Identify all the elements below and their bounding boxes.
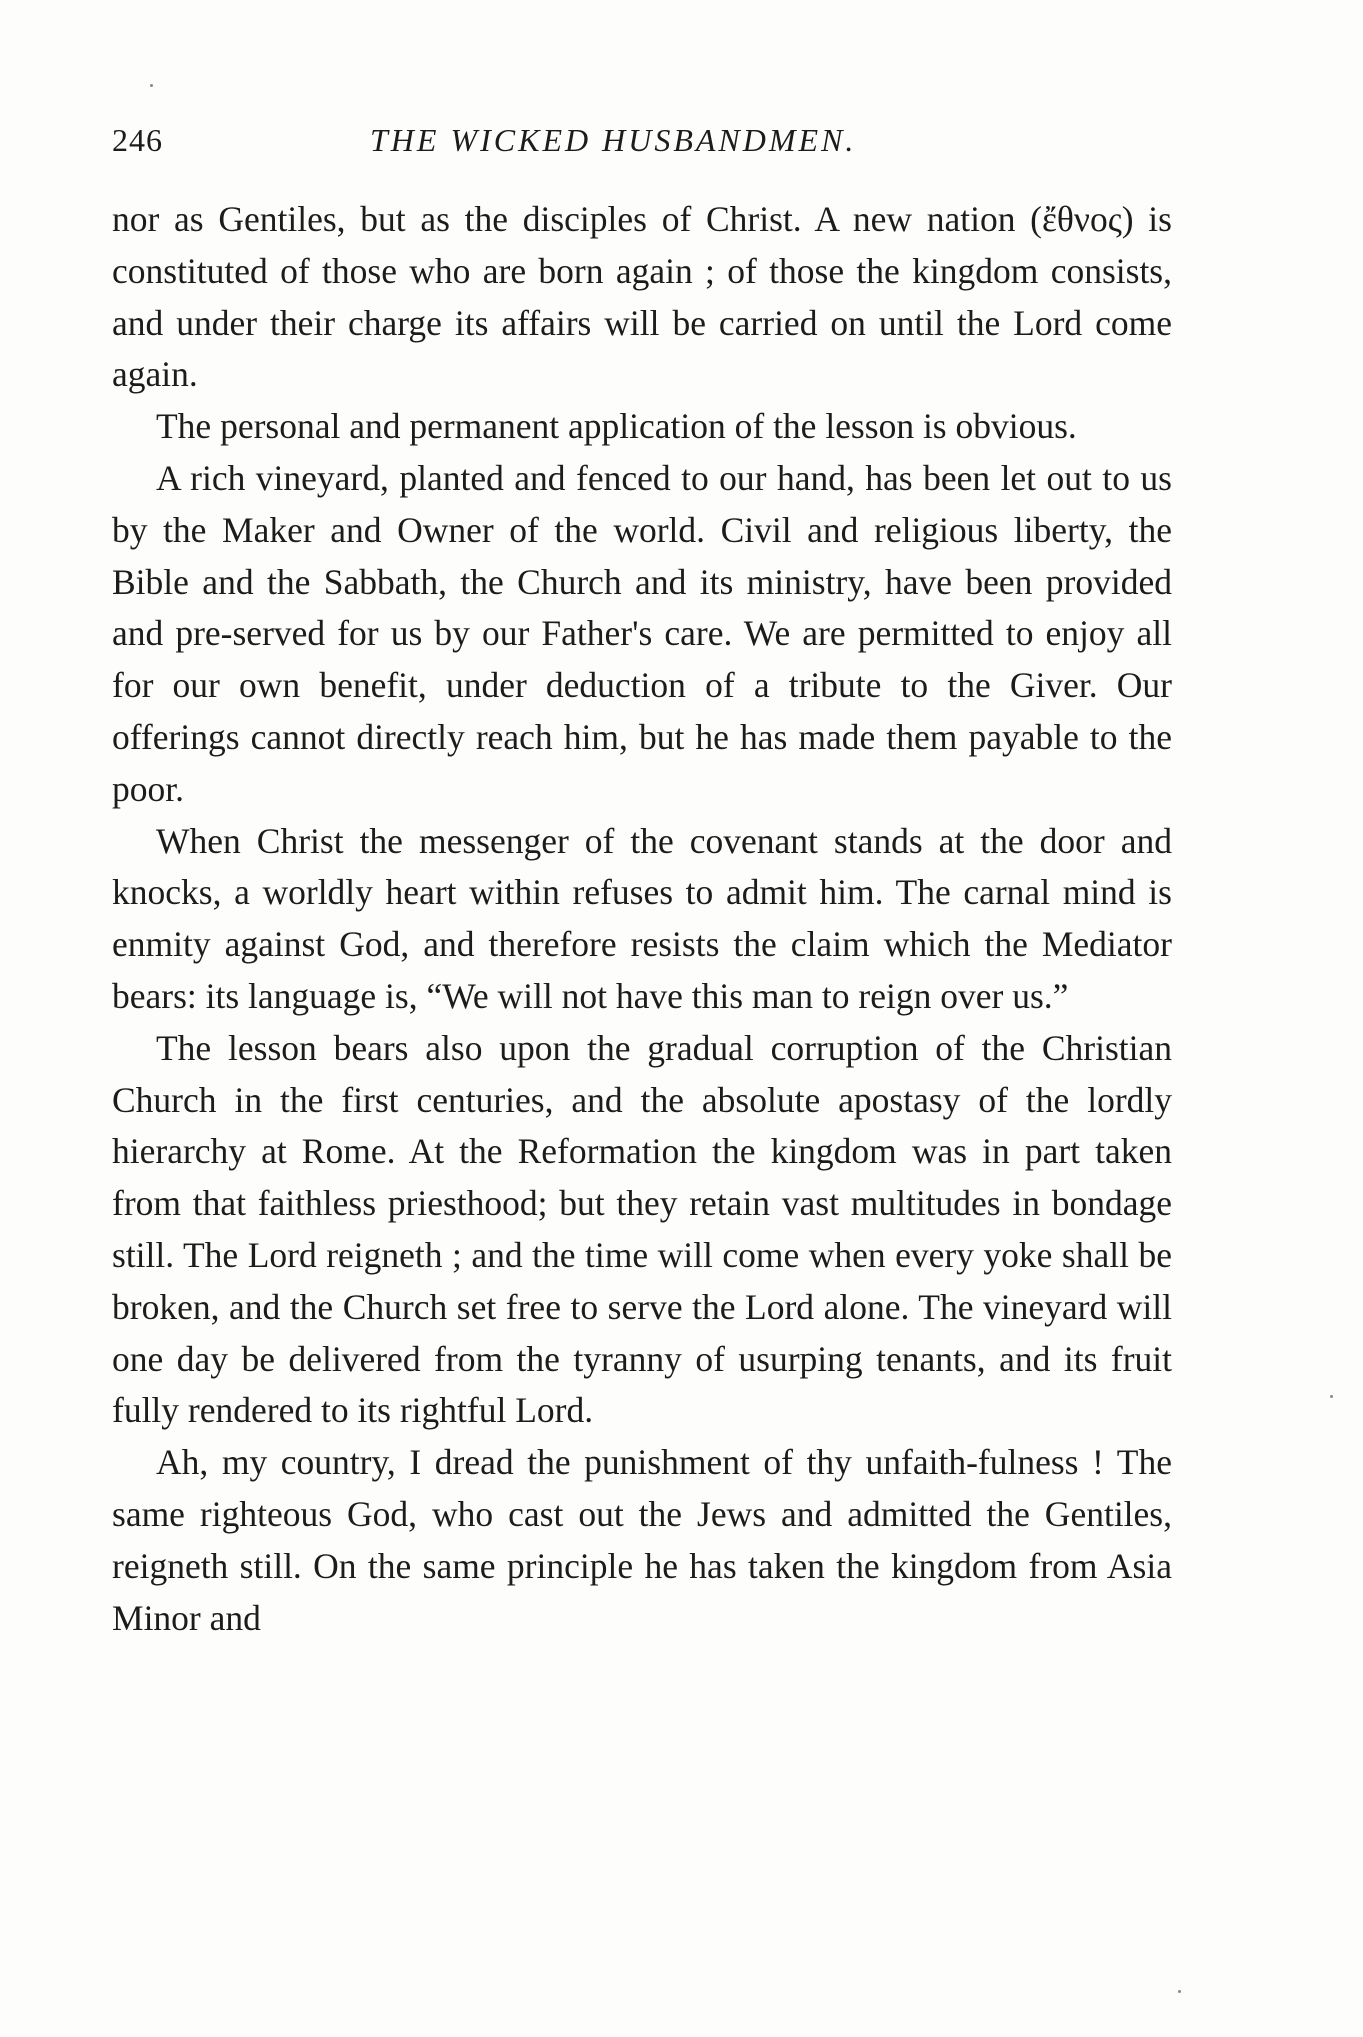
running-title: THE WICKED HUSBANDMEN.	[370, 122, 857, 158]
paper-speck	[150, 84, 153, 87]
body-text	[112, 194, 1172, 1644]
paragraph: Ah, my country, I dread the punishment of thy unfaith-fulness ! The same righteous God, who cast out the Jews and admitted the Gentiles, reigneth still. On the same principle he has taken the kingdom from Asia Minor and	[112, 1442, 1172, 1638]
paragraph: The personal and permanent application of the lesson is obvious.	[156, 406, 1077, 447]
page-number: 246	[112, 122, 163, 158]
paper-speck	[1330, 1395, 1333, 1398]
paragraph: The lesson bears also upon the gradual corruption of the Christian Church in the first centuries, and the absolute apostasy of the lordly hierarchy at Rome. At the Reformation the kingdom was in part taken from that faithless priesthood; but they retain vast multitudes in bondage still. The Lord reigneth ; and the time will come when every yoke shall be broken, and the Church set free to serve the Lord alone. The vineyard will one day be delivered from the tyranny of usurping tenants, and its fruit fully rendered to its rightful Lord.	[112, 1027, 1172, 1431]
paper-speck	[1178, 1990, 1181, 1993]
paragraph: When Christ the messenger of the covenant stands at the door and knocks, a worldly heart within refuses to admit him. The carnal mind is enmity against God, and therefore resists the claim which the Mediator bears: its language is, “We will not have this man to reign over us.”	[112, 820, 1172, 1016]
paragraph: A rich vineyard, planted and fenced to our hand, has been let out to us by the Maker and Owner of the world. Civil and religious liberty, the Bible and the Sabbath, the Church and its ministry, have been provided and pre-served for us by our Father's care. We are permitted to enjoy all for our own benefit, under deduction of a tribute to the Giver. Our offerings cannot directly reach him, but he has made them payable to the poor.	[112, 457, 1172, 809]
paragraph-continued: nor as Gentiles, but as the disciples of Christ. A new nation (ἔθνος) is constituted of those who are born again ; of those the kingdom consists, and under their charge its affairs will be carried on until the Lord come again.	[112, 199, 1172, 395]
running-head	[112, 118, 1172, 162]
